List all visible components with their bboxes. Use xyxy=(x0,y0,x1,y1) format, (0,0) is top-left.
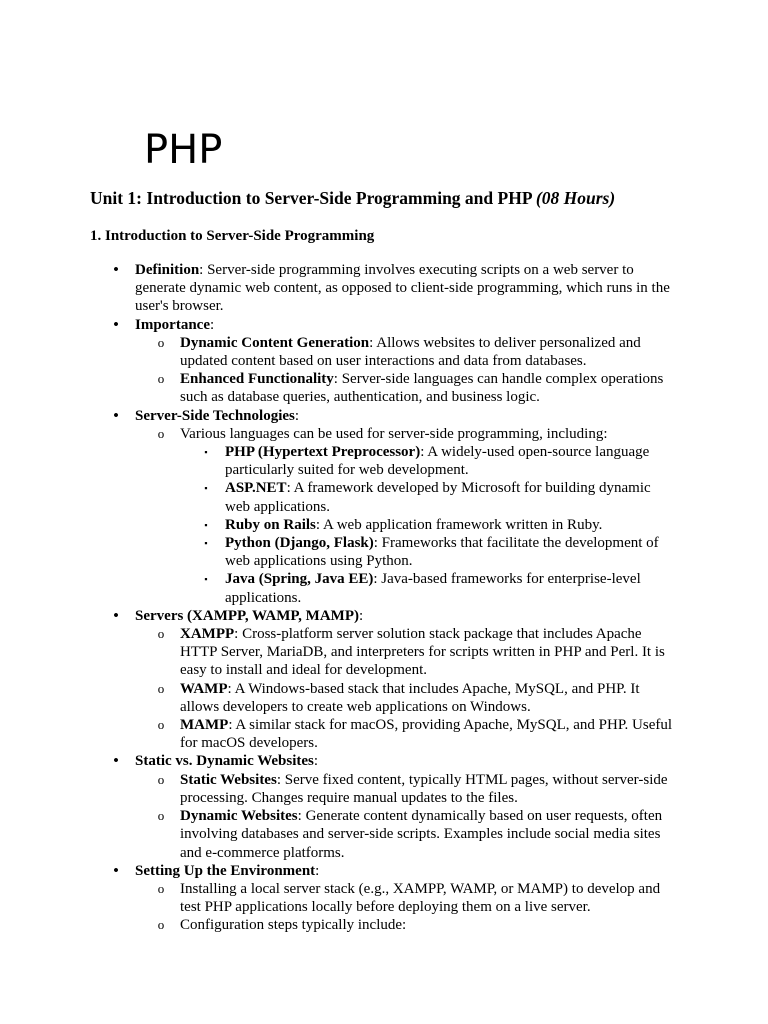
text-enhanced-functionality: : Server-side languages can handle complex operations such as database queries, authentication, and business logic. xyxy=(180,371,664,406)
bullet-square-icon: ▪ xyxy=(204,574,208,585)
term-dynamic-content: Dynamic Content Generation xyxy=(180,334,370,351)
list-item-static-dynamic xyxy=(0,752,768,861)
text-dynamic: : Generate content dynamically based on user requests, often involving databases and server-side scripts. Examples include social media sites and e-commerce platforms. xyxy=(180,808,663,861)
list-item-importance xyxy=(0,316,768,407)
list-item-dynamic xyxy=(135,807,678,862)
term-xampp: XAMPP xyxy=(180,626,235,643)
text-importance: : xyxy=(210,316,215,333)
bullet-circle-icon: o xyxy=(157,808,165,824)
bullet-circle-icon: o xyxy=(157,717,165,733)
bullet-circle-icon: o xyxy=(157,334,165,350)
text-wamp: : A Windows-based stack that includes Apache, MySQL, and PHP. It allows developers to create web applications on Windows. xyxy=(180,680,640,715)
bullet-circle-icon: o xyxy=(157,425,165,441)
bullet-square-icon: ▪ xyxy=(204,447,208,458)
bullet-disc-icon: • xyxy=(113,607,119,624)
text-java: : Java-based frameworks for enterprise-level applications. xyxy=(225,571,641,606)
text-config: Configuration steps typically include: xyxy=(180,917,407,934)
bullet-disc-icon: • xyxy=(113,753,119,770)
list-item-wamp xyxy=(135,680,678,716)
list-item-dynamic-content xyxy=(135,334,678,370)
term-wamp: WAMP xyxy=(180,680,228,697)
list-item-aspnet xyxy=(180,479,678,515)
term-java: Java (Spring, Java EE) xyxy=(225,571,374,588)
unit-heading-text: Unit 1: Introduction to Server-Side Programming and PHP xyxy=(90,188,532,208)
text-rails: : A web application framework written in Ruby. xyxy=(315,516,603,533)
text-static: : Serve fixed content, typically HTML pages, without server-side processing. Changes require manual updates to the files. xyxy=(180,771,668,806)
list-item-static xyxy=(135,771,678,807)
term-static: Static Websites xyxy=(180,771,277,788)
text-definition: : Server-side programming involves executing scripts on a web server to generate dynamic web content, as opposed to client-side programming, which runs in the user's browser. xyxy=(135,262,670,315)
text-mamp: : A similar stack for macOS, providing Apache, MySQL, and PHP. Useful for macOS developers. xyxy=(180,717,673,752)
list-item-definition xyxy=(0,261,768,316)
bullet-circle-icon: o xyxy=(157,880,165,896)
list-item-environment xyxy=(0,862,768,935)
bullet-square-icon: ▪ xyxy=(204,519,208,530)
text-aspnet: : A framework developed by Microsoft for building dynamic web applications. xyxy=(225,480,651,515)
list-item-mamp xyxy=(135,716,678,752)
text-python: : Frameworks that facilitate the development of web applications using Python. xyxy=(225,535,659,570)
unit-heading xyxy=(90,186,615,210)
section-heading: 1. Introduction to Server-Side Programming xyxy=(90,228,375,244)
list-item-python xyxy=(180,534,678,570)
bullet-square-icon: ▪ xyxy=(204,538,208,549)
term-static-dynamic: Static vs. Dynamic Websites xyxy=(135,753,314,770)
list-item-config xyxy=(135,916,678,934)
document-body xyxy=(0,261,768,935)
bullet-circle-icon: o xyxy=(157,371,165,387)
sub-list-importance xyxy=(135,334,678,407)
list-item-install xyxy=(135,880,678,916)
list-item-enhanced-functionality xyxy=(135,370,678,406)
page-title: PHP xyxy=(144,127,223,173)
term-environment: Setting Up the Environment xyxy=(135,862,316,879)
list-item-java xyxy=(180,570,678,606)
bullet-disc-icon: • xyxy=(113,316,119,333)
sub-list-static-dynamic xyxy=(135,771,678,862)
term-aspnet: ASP.NET xyxy=(225,480,287,497)
term-servers: Servers (XAMPP, WAMP, MAMP) xyxy=(135,607,359,624)
term-enhanced-functionality: Enhanced Functionality xyxy=(180,371,334,388)
list-item-languages-intro xyxy=(135,425,678,607)
list-item-xampp xyxy=(135,625,678,680)
list-item-technologies xyxy=(0,407,768,607)
bullet-circle-icon: o xyxy=(157,680,165,696)
bullet-disc-icon: • xyxy=(113,407,119,424)
bullet-disc-icon: • xyxy=(113,862,119,879)
term-dynamic: Dynamic Websites xyxy=(180,808,298,825)
text-environment: : xyxy=(315,862,320,879)
text-servers: : xyxy=(358,607,364,624)
text-static-dynamic: : xyxy=(313,753,319,770)
bullet-disc-icon: • xyxy=(113,262,119,278)
text-install: Installing a local server stack (e.g., XAMPP, WAMP, or MAMP) to develop and test PHP applications locally before deploying them on a live server. xyxy=(180,880,661,916)
bullet-circle-icon: o xyxy=(157,771,165,787)
bullet-circle-icon: o xyxy=(157,626,165,642)
text-xampp: : Cross-platform server solution stack package that includes Apache HTTP Server, MariaDB, and interpreters for scripts written in PHP and Perl. It is easy to install and ideal for development. xyxy=(180,626,665,679)
list-item-rails xyxy=(180,516,678,534)
bullet-circle-icon: o xyxy=(157,917,165,933)
text-php: : A widely-used open-source language particularly suited for web development. xyxy=(225,444,650,479)
sub-list-languages xyxy=(180,443,678,607)
text-languages-intro: Various languages can be used for server-side programming, including: xyxy=(180,425,608,442)
bullet-square-icon: ▪ xyxy=(204,483,208,494)
list-item-servers xyxy=(0,607,768,753)
text-technologies: : xyxy=(294,407,300,424)
sub-list-technologies xyxy=(135,425,678,607)
sub-list-servers xyxy=(135,625,678,752)
text-dynamic-content: : Allows websites to deliver personalized and updated content based on user interactions and data from databases. xyxy=(180,334,641,370)
term-technologies: Server-Side Technologies xyxy=(135,407,295,424)
term-definition: Definition xyxy=(135,262,200,278)
term-mamp: MAMP xyxy=(180,717,229,734)
term-php: PHP (Hypertext Preprocessor) xyxy=(225,444,421,461)
bullet-list xyxy=(0,261,768,935)
term-importance: Importance xyxy=(135,316,210,333)
list-item-php xyxy=(180,443,678,479)
sub-list-environment xyxy=(135,880,678,935)
term-rails: Ruby on Rails xyxy=(225,516,316,533)
unit-hours: (08 Hours) xyxy=(535,188,616,208)
term-python: Python (Django, Flask) xyxy=(225,535,374,552)
